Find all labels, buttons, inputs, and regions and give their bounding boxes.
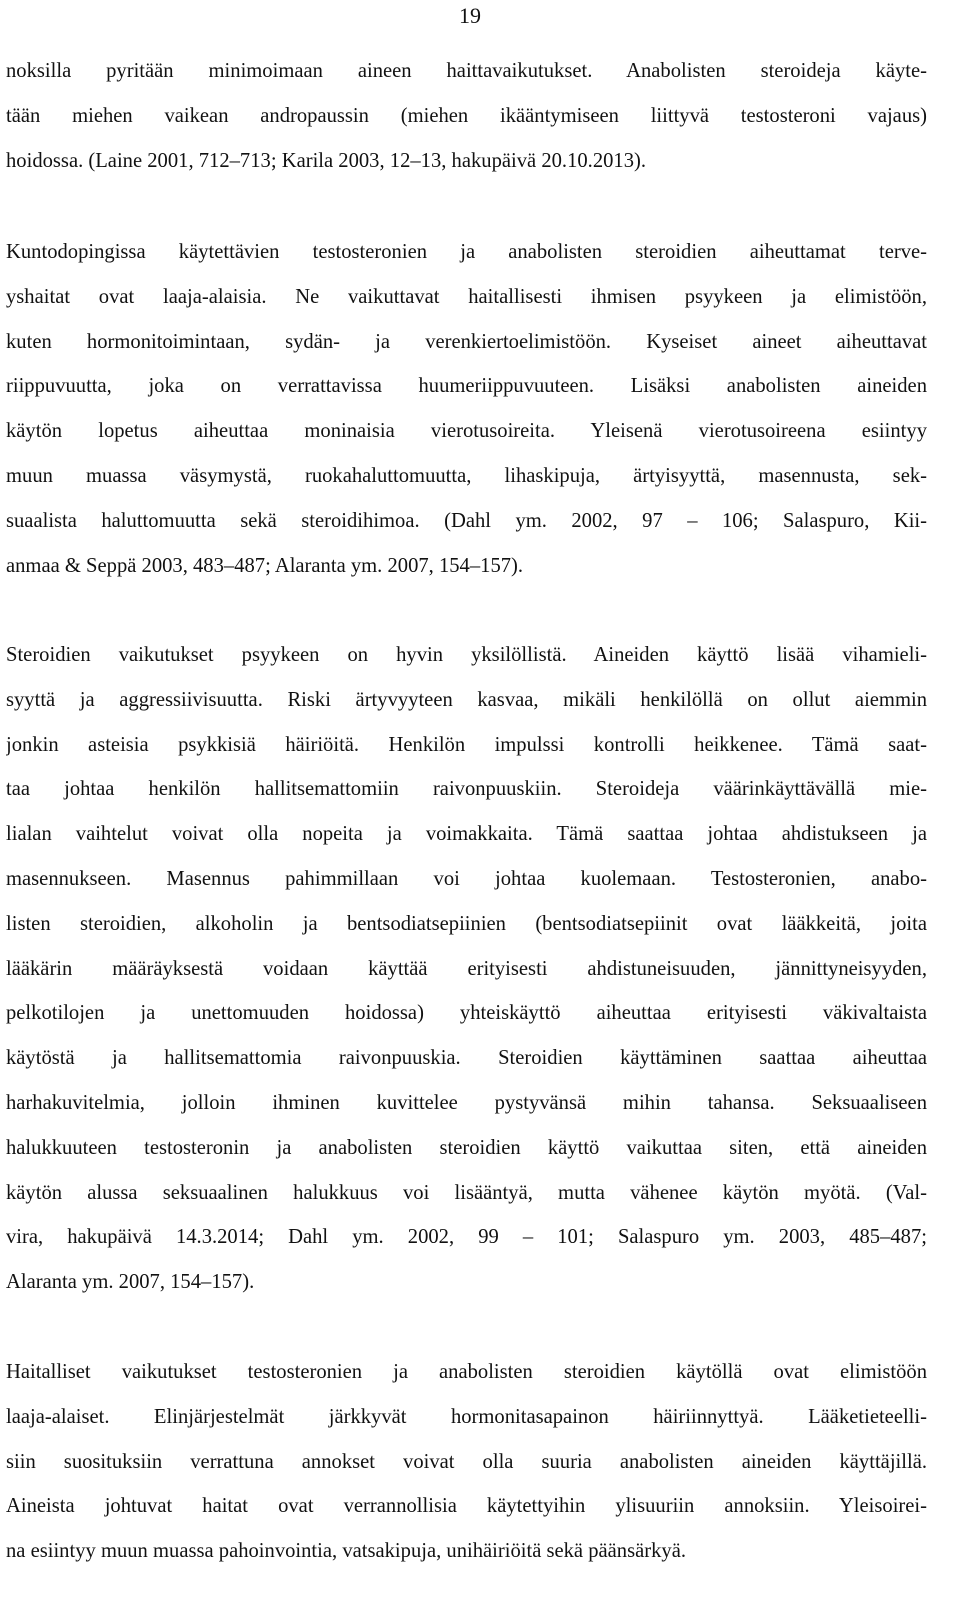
text-line: lialan vaihtelut voivat olla nopeita ja voimakkaita. Tämä saattaa johtaa ahdistukseen ja [6, 823, 927, 846]
text-line: noksilla pyritään minimoimaan aineen haittavaikutukset. Anabolisten steroideja käyte- [6, 60, 927, 82]
text-line: masennukseen. Masennus pahimmillaan voi johtaa kuolemaan. Testosteronien, anabo- [6, 867, 927, 890]
text-line: laaja-alaiset. Elinjärjestelmät järkkyvät hormonitasapainon häiriinnyttyä. Lääketieteelli- [6, 1405, 927, 1428]
text-line: syyttä ja aggressiivisuutta. Riski ärtyvyyteen kasvaa, mikäli henkilöllä on ollut aiemmin [6, 688, 927, 711]
text-line: Kuntodopingissa käytettävien testosteronien ja anabolisten steroidien aiheuttamat terve- [6, 241, 927, 263]
text-line: käytöstä ja hallitsemattomia raivonpuuskia. Steroidien käyttäminen saattaa aiheuttaa [6, 1047, 927, 1070]
text-line: yshaitat ovat laaja-alaisia. Ne vaikuttavat haitallisesti ihmisen psyykeen ja elimistöön, [6, 285, 927, 308]
text-line: Haitalliset vaikutukset testosteronien ja anabolisten steroidien käytöllä ovat elimistöön [6, 1361, 927, 1383]
text-line: Alaranta ym. 2007, 154–157). [6, 1271, 255, 1294]
text-line: muun muassa väsymystä, ruokahaluttomuutta, lihaskipuja, ärtyisyyttä, masennusta, sek- [6, 464, 927, 487]
text-line: käytön lopetus aiheuttaa moninaisia vierotusoireita. Yleisenä vierotusoireena esiintyy [6, 420, 927, 443]
text-line: hoidossa. (Laine 2001, 712–713; Karila 2003, 12–13, hakupäivä 20.10.2013). [6, 149, 647, 172]
text-line: listen steroidien, alkoholin ja bentsodiatsepiinien (bentsodiatsepiinit ovat lääkkeitä, joita [6, 912, 927, 935]
paragraph-health-harms [6, 230, 927, 588]
text-line: suaalista haluttomuutta sekä steroidihimoa. (Dahl ym. 2002, 97 – 106; Salaspuro, Kii- [6, 509, 927, 532]
text-line: riippuvuutta, joka on verrattavissa huumeriippuvuuteen. Lisäksi anabolisten aineiden [6, 375, 927, 398]
page-number: 19 [459, 3, 481, 28]
text-line: halukkuuteen testosteronin ja anabolisten steroidien käyttö vaikuttaa siten, että aineiden [6, 1136, 927, 1159]
text-line: vira, hakupäivä 14.3.2014; Dahl ym. 2002, 99 – 101; Salaspuro ym. 2003, 485–487; [6, 1226, 927, 1249]
text-line: tään miehen vaikean andropaussin (miehen ikääntymiseen liittyvä testosteroni vajaus) [6, 104, 927, 127]
paragraph-anabolic-use [6, 49, 927, 183]
paragraph-physical-harms [6, 1350, 927, 1574]
text-line: harhakuvitelmia, jolloin ihminen kuvittelee pystyvänsä mihin tahansa. Seksuaaliseen [6, 1091, 927, 1114]
text-line: taa johtaa henkilön hallitsemattomiin raivonpuuskiin. Steroideja väärinkäyttävällä mie- [6, 778, 927, 801]
text-line: pelkotilojen ja unettomuuden hoidossa) yhteiskäyttö aiheuttaa erityisesti väkivaltaista [6, 1002, 927, 1025]
text-line: Steroidien vaikutukset psyykeen on hyvin yksilöllistä. Aineiden käyttö lisää vihamieli- [6, 644, 927, 666]
text-line: Aineista johtuvat haitat ovat verrannollisia käytettyihin ylisuuriin annoksiin. Yleisoirei- [6, 1495, 927, 1518]
text-line: siin suosituksiin verrattuna annokset voivat olla suuria anabolisten aineiden käyttäjillä. [6, 1450, 927, 1473]
text-line: kuten hormonitoimintaan, sydän- ja verenkiertoelimistöön. Kyseiset aineet aiheuttavat [6, 330, 927, 353]
paragraph-psychological-effects [6, 633, 927, 1305]
text-line: lääkärin määräyksestä voidaan käyttää erityisesti ahdistuneisuuden, jännittyneisyyden, [6, 957, 927, 980]
text-line: käytön alussa seksuaalinen halukkuus voi lisääntyä, mutta vähenee käytön myötä. (Val- [6, 1181, 927, 1204]
text-line: anmaa & Seppä 2003, 483–487; Alaranta ym. 2007, 154–157). [6, 554, 524, 577]
text-line: jonkin asteisia psykkisiä häiriöitä. Henkilön impulssi kontrolli heikkenee. Tämä saat- [6, 733, 927, 756]
text-line: na esiintyy muun muassa pahoinvointia, vatsakipuja, unihäiriöitä sekä päänsärkyä. [6, 1540, 686, 1563]
